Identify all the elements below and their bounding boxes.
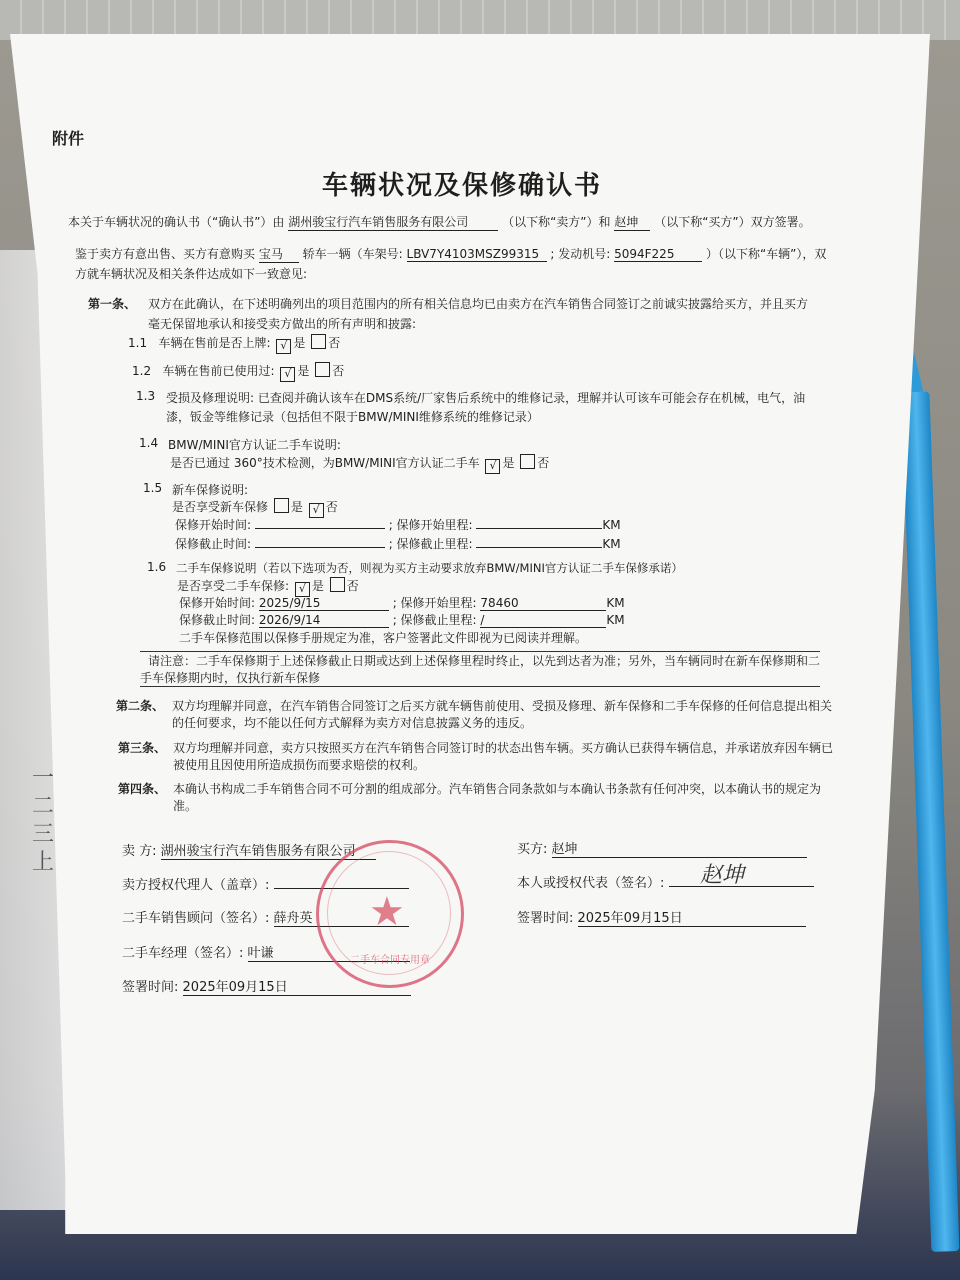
item-1-3-no: 1.3 [136, 389, 156, 403]
used-warranty-scope: 二手车保修范围以保修手册规定为准，客户签署此文件即视为已阅读并理解。 [179, 631, 588, 645]
item-1-1: 1.1 车辆在售前是否上牌: √ 是 否 [128, 336, 341, 352]
sig-consultant: 二手车销售顾问（签名）: 薛舟英 [122, 907, 409, 927]
new-warranty-end: 保修截止时间: ; 保修截止里程: KM [175, 537, 621, 551]
article2-text-2: 的任何要求，均不能以任何方式解释为卖方对信息披露义务的违反。 [172, 716, 533, 730]
item-1-4-title: BMW/MINI官方认证二手车说明: [168, 438, 341, 452]
brand-value: 宝马 [259, 245, 299, 263]
company-seal: ★ 二手车合同专用章 [316, 840, 464, 988]
used-warranty-end: 保修截止时间: 2026/9/14 ; 保修截止里程: / KM [179, 613, 625, 627]
used-warranty-start-km[interactable]: 78460 [480, 596, 606, 611]
buyer-name: 赵坤 [614, 213, 650, 231]
notice-line-2: 手车保修期内时，仅执行新车保修 [140, 671, 321, 685]
new-warranty-end-km[interactable] [476, 547, 602, 548]
checkbox-newwarranty-yes[interactable] [274, 498, 289, 513]
vin-value: LBV7Y4103MSZ99315 [407, 247, 547, 262]
sig-buyer-value: 赵坤 [552, 838, 807, 858]
notice-line-1: 请注意：二手车保修期于上述保修截止日期或达到上述保修里程时终止，以先到达者为准；另外，当车辆同时在新车保修期和二 [148, 654, 821, 668]
article1-text-1: 双方在此确认，在下述明确列出的项目范围内的所有相关信息均已由卖方在汽车销售合同签订之前诚实披露给买方，并且买方 [148, 297, 809, 311]
item-1-6-title: 二手车保修说明（若以下选项为否，则视为买方主动要求放弃BMW/MINI官方认证二手车保修承诺） [176, 561, 683, 575]
item-1-3-text-1: 受损及修理说明: 已查阅并确认该车在DMS系统/厂家售后系统中的维修记录，理解并认可该车可能会存在机械，电气，油 [166, 391, 806, 405]
intro-line-2: 鉴于卖方有意出售、买方有意购买 宝马 轿车一辆（车架号: LBV7Y4103MSZ99315 ; 发动机号: 5094F225 ）（以下称“车辆”），双 [75, 247, 827, 261]
sig-date-right-value: 2025年09月15日 [578, 907, 806, 927]
new-warranty-start-date[interactable] [255, 528, 385, 529]
article3-text-2: 被使用且因使用所造成损伤而要求赔偿的权利。 [173, 758, 426, 772]
article3-label: 第三条、 [118, 741, 167, 755]
article4-label: 第四条、 [118, 782, 167, 796]
article1-label: 第一条、 [88, 297, 137, 311]
item-1-2: 1.2 车辆在售前已使用过: √ 是 否 [132, 364, 345, 380]
article4-text-1: 本确认书构成二手车销售合同不可分割的组成部分。汽车销售合同条款如与本确认书条款有任何冲突，以本确认书的规定为 [173, 782, 822, 796]
attachment-label: 附件 [52, 129, 85, 148]
item-1-6-question: 是否享受二手车保修: √ 是 否 [177, 579, 359, 595]
checkbox-certified-no[interactable] [520, 454, 535, 469]
article2-text-1: 双方均理解并同意，在汽车销售合同签订之后买方就车辆售前使用、受损及修理、新车保修和二手车保修的任何信息提出相关 [172, 699, 833, 713]
checkbox-used-no[interactable] [315, 362, 330, 377]
sig-seller: 卖 方: 湖州骏宝行汽车销售服务有限公司 [122, 840, 376, 860]
sig-buyer-rep: 本人或授权代表（签名）: [517, 872, 814, 891]
article4-text-2: 准。 [173, 799, 198, 813]
sig-buyer: 买方: 赵坤 [517, 838, 807, 858]
warranty-notice [140, 651, 820, 687]
checkbox-usedwarranty-no[interactable] [330, 577, 345, 592]
margin-notes: 一 二 三 上 [32, 766, 55, 875]
item-1-6-no: 1.6 [147, 560, 167, 574]
item-1-5-no: 1.5 [143, 481, 163, 495]
sig-manager-value: 叶谦 [248, 942, 410, 962]
used-warranty-end-km[interactable]: / [480, 613, 606, 628]
sig-agent: 卖方授权代理人（盖章）: [122, 874, 409, 893]
item-1-5-question: 是否享受新车保修 是 √ 否 [172, 500, 338, 516]
new-warranty-start-km[interactable] [476, 528, 602, 529]
checkbox-plated-no[interactable] [311, 334, 326, 349]
checkbox-newwarranty-no[interactable]: √ [309, 503, 324, 518]
checkbox-used-yes[interactable]: √ [280, 367, 295, 382]
used-warranty-start-date[interactable]: 2025/9/15 [259, 596, 389, 611]
sig-consultant-value: 薛舟英 [274, 907, 409, 927]
article1-text-2: 毫无保留地承认和接受卖方做出的所有声明和披露: [148, 317, 417, 331]
intro-line-3: 方就车辆状况及相关条件达成如下一致意见: [75, 267, 308, 281]
intro-line-1: 本关于车辆状况的确认书（“确认书”）由 湖州骏宝行汽车销售服务有限公司 （以下称“卖方”）和 赵坤 （以下称“买方”）双方签署。 [68, 215, 811, 229]
buyer-handwritten-signature: 赵坤 [700, 863, 745, 888]
item-1-4-question: 是否已通过 360°技术检测，为BMW/MINI官方认证二手车 √ 是 否 [170, 456, 550, 472]
new-warranty-end-date[interactable] [255, 547, 385, 548]
sig-date-left-value: 2025年09月15日 [183, 976, 411, 996]
engine-value: 5094F225 [614, 247, 702, 262]
seller-name: 湖州骏宝行汽车销售服务有限公司 [288, 213, 498, 231]
page-title: 车辆状况及保修确认书 [322, 171, 603, 201]
checkbox-plated-yes[interactable]: √ [276, 339, 291, 354]
sig-seller-value: 湖州骏宝行汽车销售服务有限公司 [161, 840, 376, 860]
used-warranty-end-date[interactable]: 2026/9/14 [259, 613, 389, 628]
item-1-4-no: 1.4 [139, 436, 159, 450]
checkbox-certified-yes[interactable]: √ [485, 459, 500, 474]
sig-date-right: 签署时间: 2025年09月15日 [517, 907, 806, 927]
item-1-3-text-2: 漆，钣金等维修记录（包括但不限于BMW/MINI维修系统的维修记录） [166, 410, 539, 424]
new-warranty-start: 保修开始时间: ; 保修开始里程: KM [175, 518, 621, 532]
checkbox-usedwarranty-yes[interactable]: √ [295, 582, 310, 597]
article3-text-1: 双方均理解并同意，卖方只按照买方在汽车销售合同签订时的状态出售车辆。买方确认已获得车辆信息，并承诺放弃因车辆已 [173, 741, 834, 755]
article2-label: 第二条、 [116, 699, 165, 713]
used-warranty-start: 保修开始时间: 2025/9/15 ; 保修开始里程: 78460 KM [179, 596, 625, 610]
item-1-5-title: 新车保修说明: [172, 483, 249, 497]
sig-date-left: 签署时间: 2025年09月15日 [122, 976, 411, 996]
sig-manager: 二手车经理（签名）: 叶谦 [122, 942, 410, 962]
